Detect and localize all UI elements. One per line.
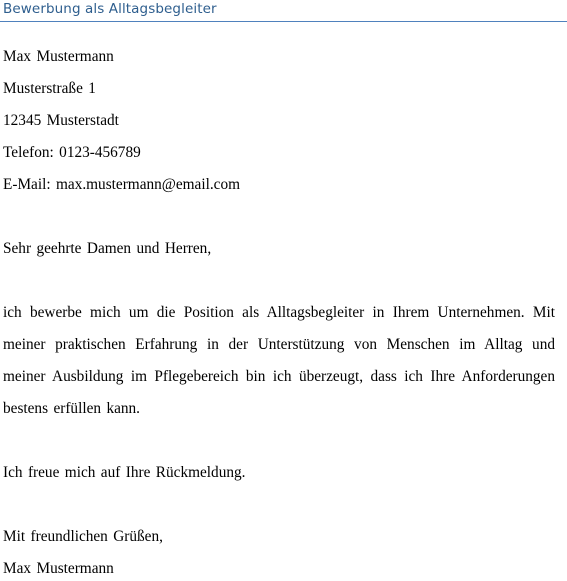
sender-street: Musterstraße 1 xyxy=(3,80,96,97)
body-line: bestens erfüllen kann. xyxy=(3,400,141,417)
body-line: meiner Ausbildung im Pflegebereich bin ich überzeugt, dass ich Ihre Anforderungen xyxy=(3,368,555,385)
sender-email: E-Mail: max.mustermann@email.com xyxy=(3,176,241,193)
header-divider xyxy=(0,21,567,22)
salutation: Sehr geehrte Damen und Herren, xyxy=(3,240,212,257)
sender-name: Max Mustermann xyxy=(3,48,114,65)
body-line: ich bewerbe mich um die Position als Alltagsbegleiter in Ihrem Unternehmen. Mit xyxy=(3,304,555,321)
signature-name: Max Mustermann xyxy=(3,560,114,577)
body-line: meiner praktischen Erfahrung in der Unterstützung von Menschen im Alltag und xyxy=(3,336,555,353)
closing-phrase: Mit freundlichen Grüßen, xyxy=(3,528,163,545)
document-title: Bewerbung als Alltagsbegleiter xyxy=(3,1,217,17)
closing-paragraph: Ich freue mich auf Ihre Rückmeldung. xyxy=(3,464,246,481)
document-header xyxy=(0,0,567,23)
sender-city: 12345 Musterstadt xyxy=(3,112,119,129)
sender-phone: Telefon: 0123-456789 xyxy=(3,144,141,161)
